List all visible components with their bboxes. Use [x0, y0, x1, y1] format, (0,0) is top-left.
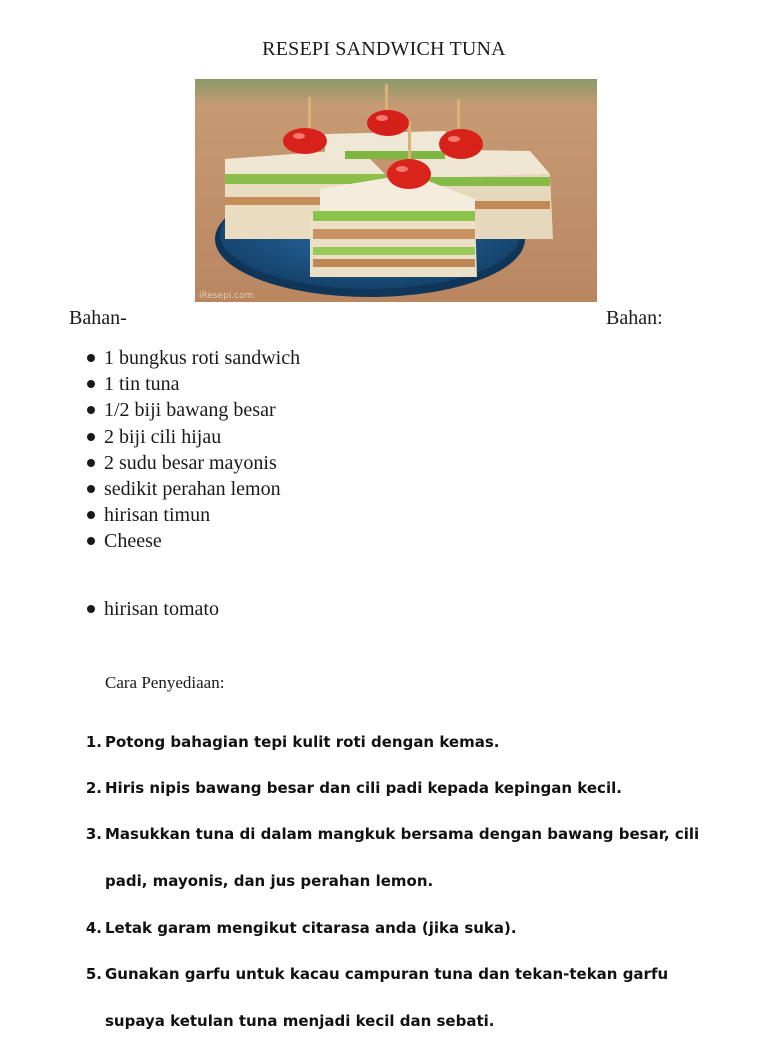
list-item: 2 biji cili hijau [86, 424, 300, 450]
document-title: RESEPI SANDWICH TUNA [262, 38, 506, 60]
list-item: 1 bungkus roti sandwich [86, 345, 300, 371]
list-item: Cheese [86, 528, 300, 554]
list-item: 2 sudu besar mayonis [86, 450, 300, 476]
step-text: Gunakan garfu untuk kacau campuran tuna dan tekan-tekan garfu supaya ketulan tuna menjadi kecil dan sebati. [105, 965, 669, 1030]
step-item [80, 811, 700, 905]
step-text: Hiris nipis bawang besar dan cili padi kepada kepingan kecil. [105, 779, 622, 797]
photo-watermark: iResepi.com [199, 291, 254, 301]
step-number: 2. [85, 779, 102, 797]
step-item [80, 916, 700, 940]
list-item: 1/2 biji bawang besar [86, 397, 300, 423]
step-number: 3. [85, 825, 102, 843]
step-number: 4. [85, 919, 102, 937]
step-item [80, 951, 700, 1045]
step-item [80, 730, 700, 754]
step-number: 1. [85, 733, 102, 751]
ingredient-list [86, 345, 300, 555]
list-item: sedikit perahan lemon [86, 476, 300, 502]
method-heading: Cara Penyediaan: [105, 673, 225, 692]
bahan-heading-left: Bahan- [69, 307, 127, 329]
list-item: hirisan timun [86, 502, 300, 528]
bahan-heading-right: Bahan: [606, 307, 663, 329]
step-item [80, 776, 700, 800]
sandwich-photo [195, 79, 597, 302]
list-item: hirisan tomato [86, 596, 219, 622]
list-item: 1 tin tuna [86, 371, 300, 397]
method-steps [80, 730, 700, 1056]
step-text: Potong bahagian tepi kulit roti dengan kemas. [105, 733, 500, 751]
step-text: Letak garam mengikut citarasa anda (jika suka). [105, 919, 517, 937]
step-text: Masukkan tuna di dalam mangkuk bersama dengan bawang besar, cili padi, mayonis, dan jus perahan lemon. [105, 825, 700, 890]
step-number: 5. [85, 965, 102, 983]
